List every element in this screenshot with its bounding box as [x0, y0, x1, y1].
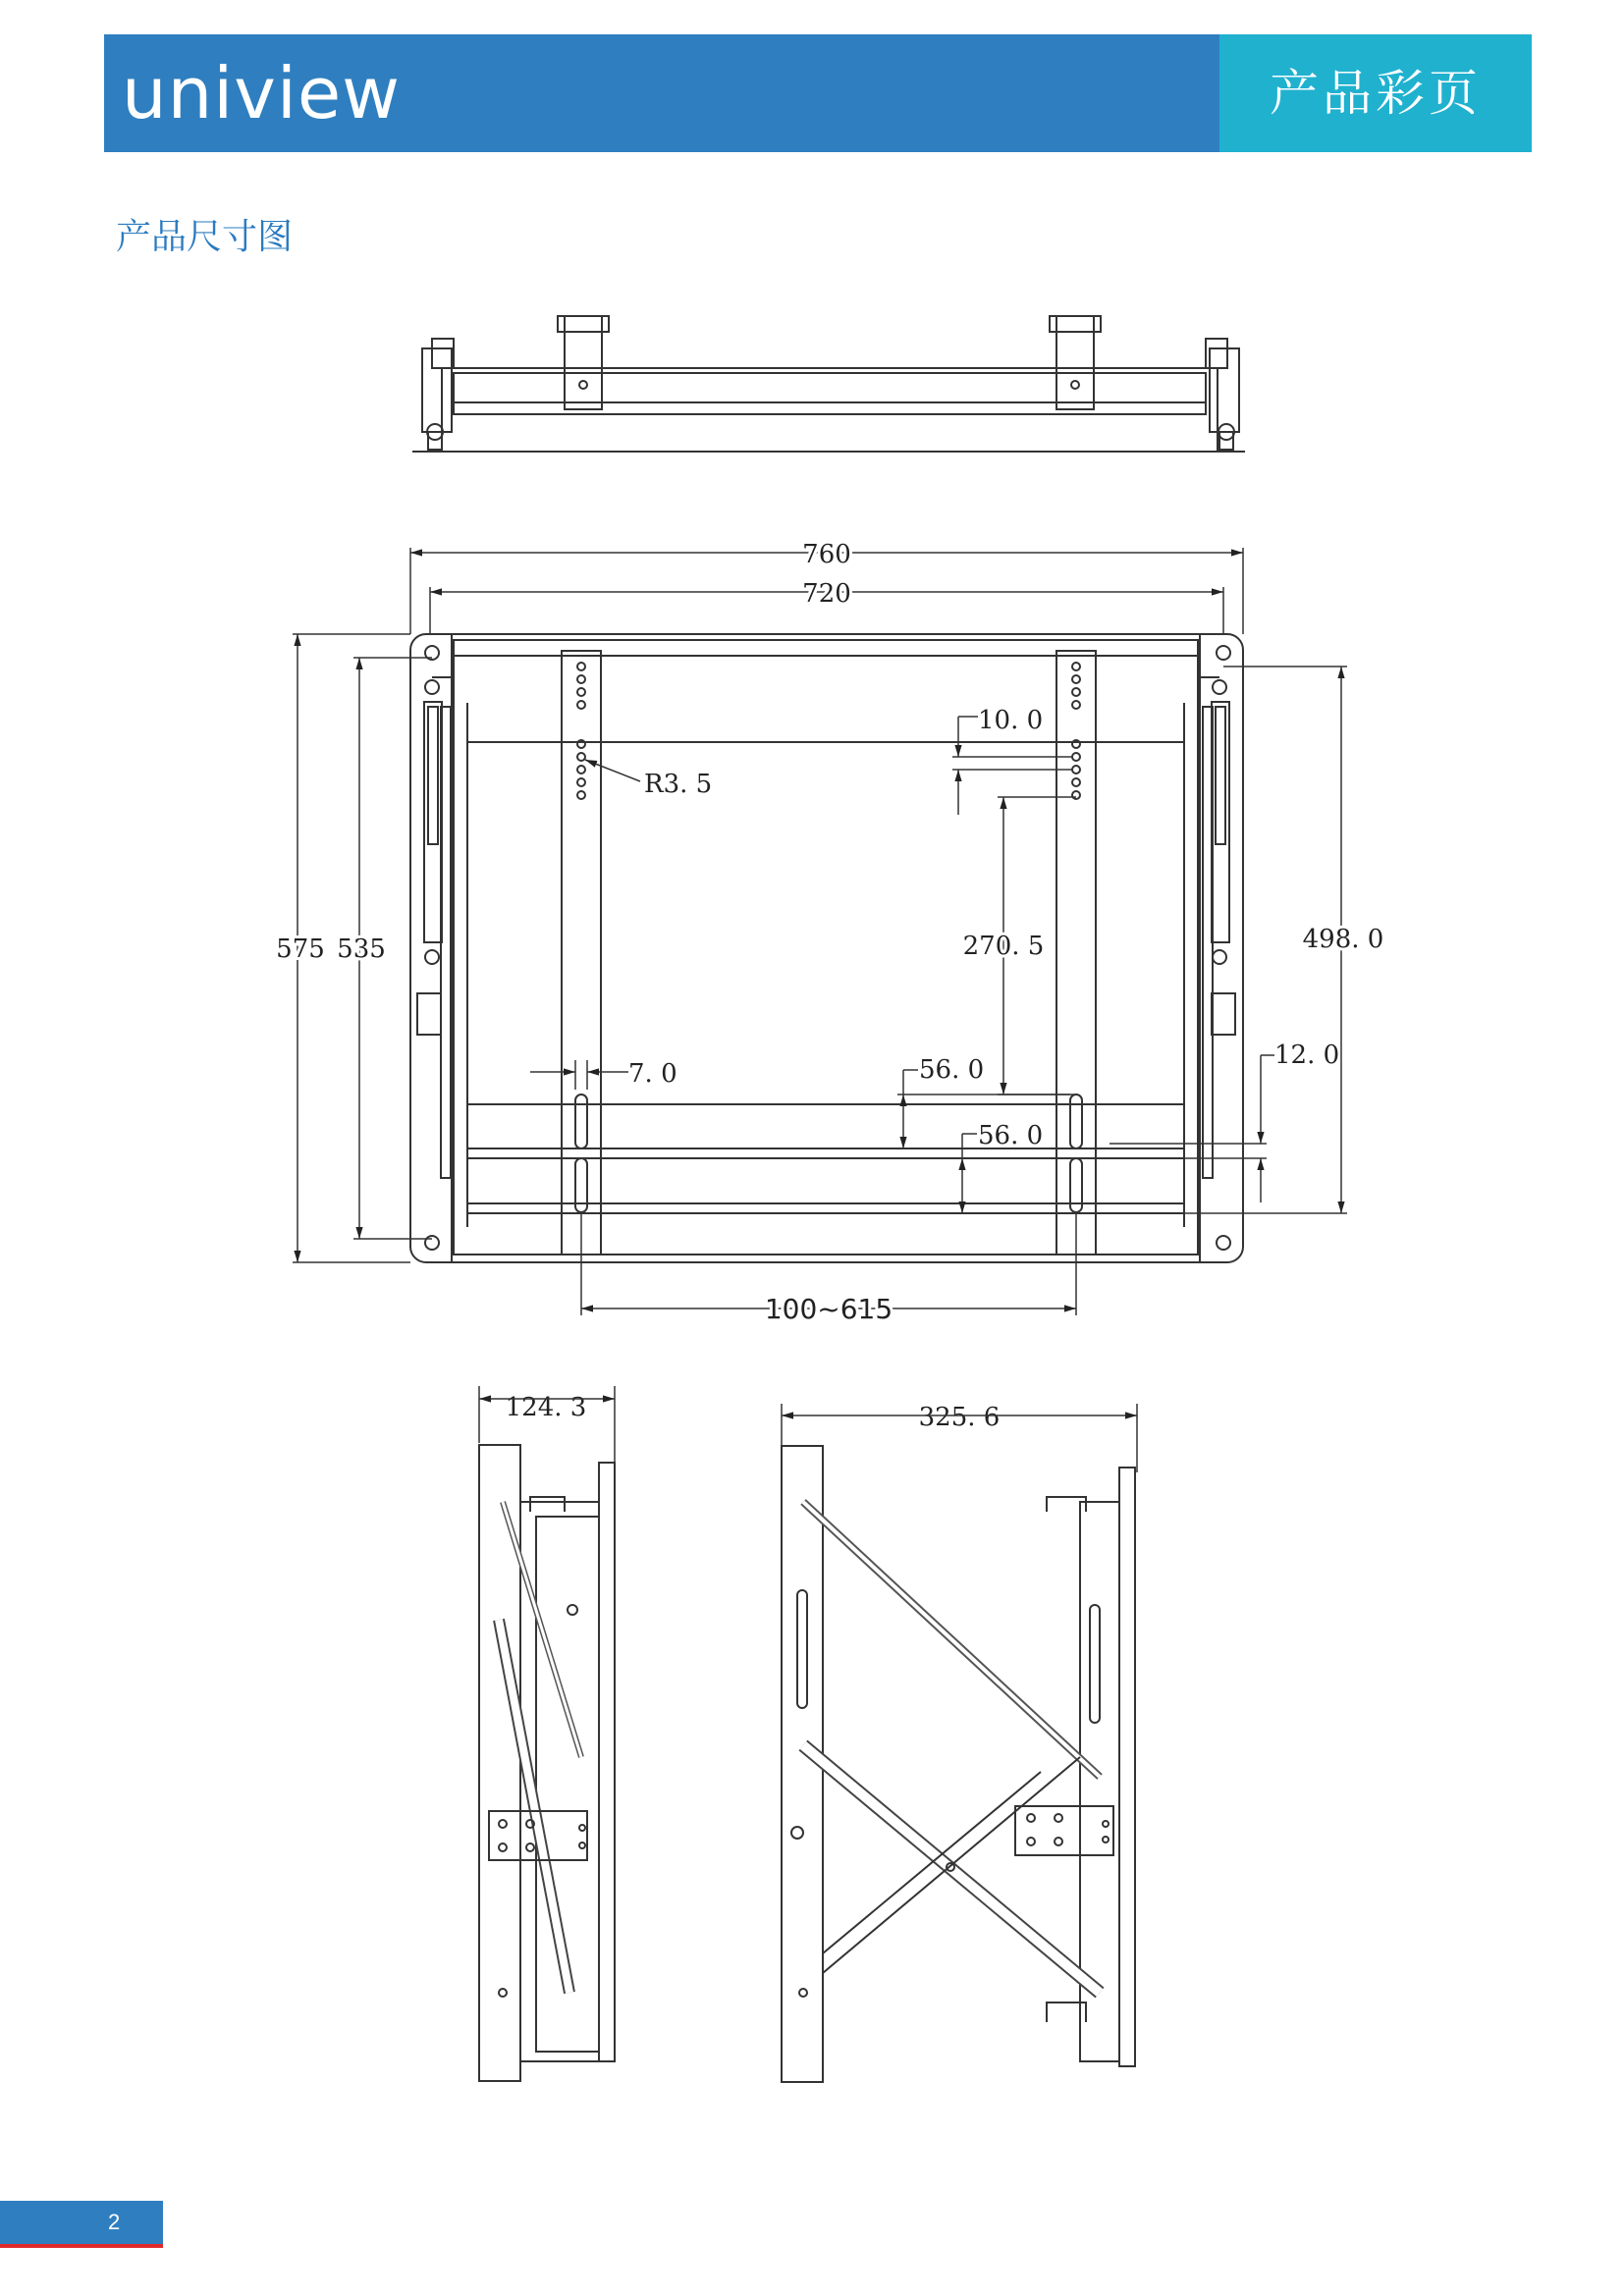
side-view-folded: [479, 1386, 615, 2081]
dim-12-0: 12. 0: [1274, 1041, 1340, 1070]
dim-535: 535: [337, 934, 386, 964]
dim-498-0: 498. 0: [1302, 925, 1384, 954]
side-view-extended: [782, 1404, 1137, 2082]
footer-accent-line: [0, 2244, 163, 2248]
header-banner: [104, 34, 1532, 152]
dim-7-0: 7. 0: [628, 1059, 677, 1089]
uniview-logo: uniview: [122, 52, 402, 134]
top-view: [412, 316, 1245, 452]
doc-type-label: 产品彩页: [1270, 65, 1482, 122]
dimension-drawing: [0, 294, 1624, 2140]
front-view: [410, 634, 1243, 1262]
dim-270-5: 270. 5: [962, 932, 1045, 961]
dim-124-3: 124. 3: [505, 1393, 587, 1422]
page-number: 2: [108, 2210, 121, 2234]
section-title: 产品尺寸图: [116, 217, 294, 257]
dim-100-615: 100~615: [764, 1293, 893, 1325]
dim-10-0: 10. 0: [978, 706, 1044, 735]
dim-56-0-a: 56. 0: [919, 1055, 985, 1085]
dimension-labels: [276, 540, 1383, 1432]
dim-56-0-b: 56. 0: [978, 1121, 1044, 1150]
dim-760: 760: [802, 540, 851, 569]
dim-325-6: 325. 6: [918, 1403, 1001, 1432]
dim-r3-5: R3. 5: [644, 770, 713, 799]
dim-720: 720: [802, 579, 851, 609]
dim-575: 575: [276, 934, 325, 964]
